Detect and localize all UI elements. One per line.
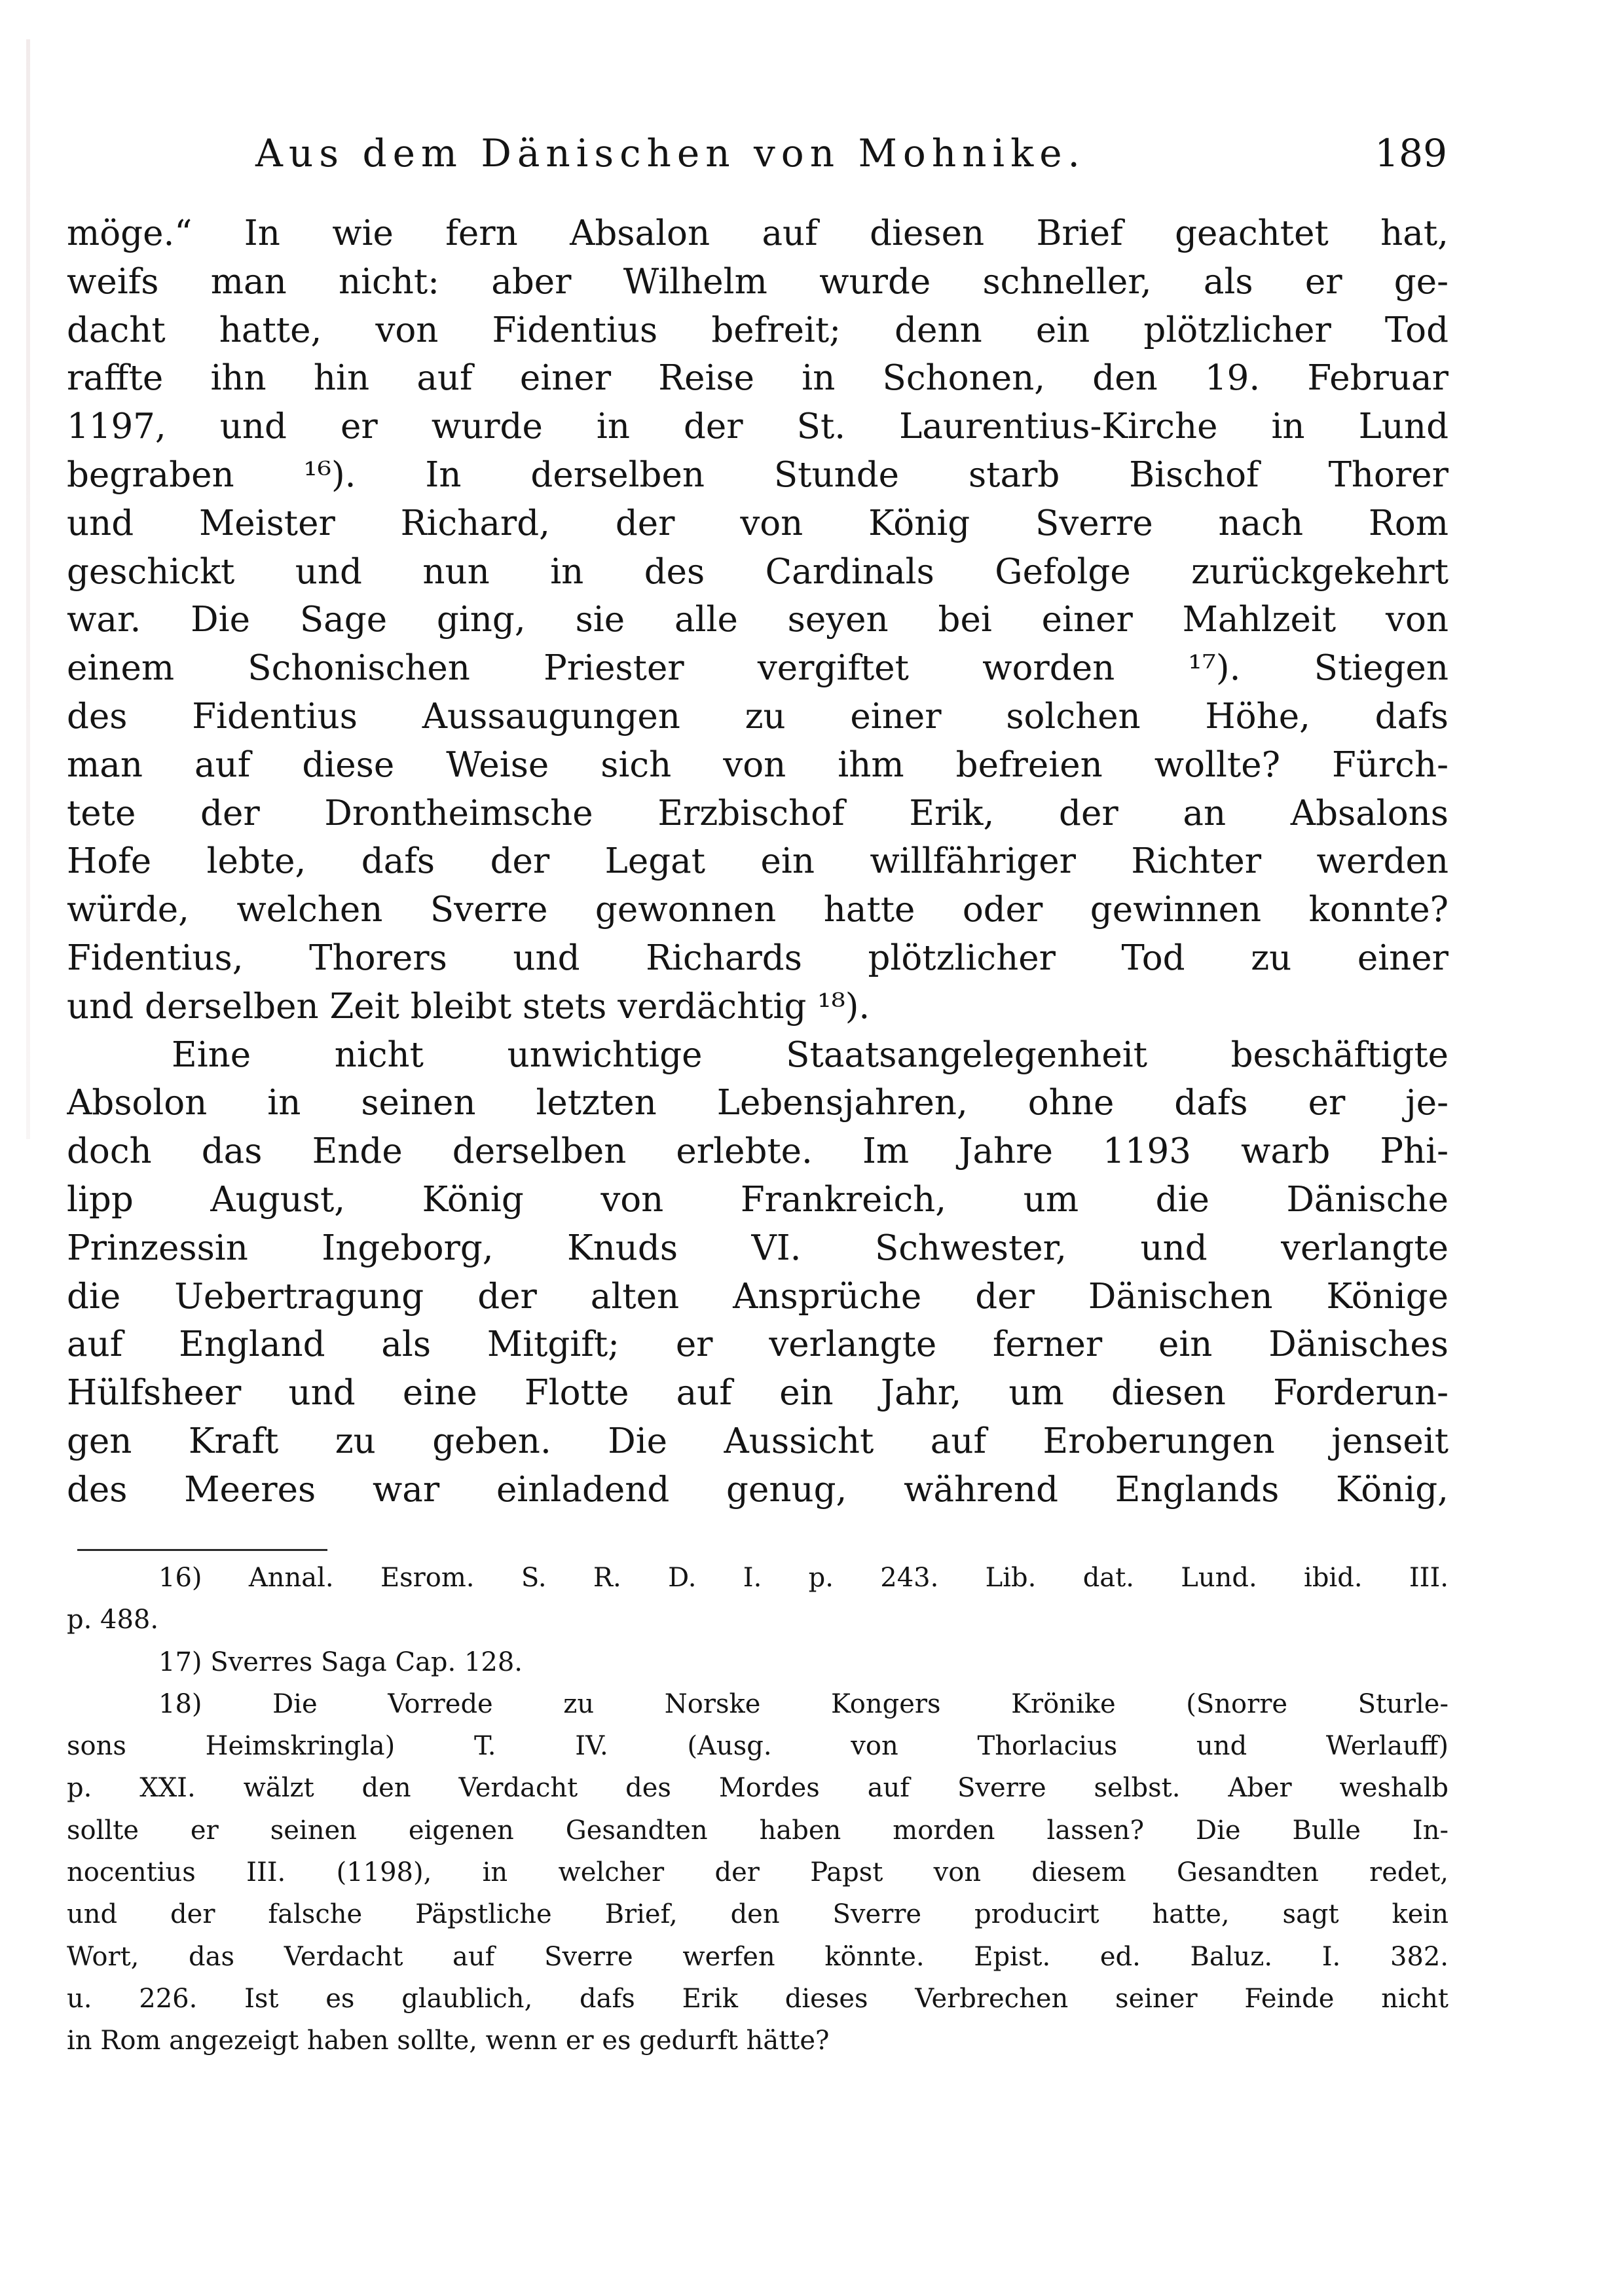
text-line: auf England als Mitgift; er verlangte ferner ein Dänisches	[67, 1324, 1449, 1365]
page-edge-shadow	[26, 39, 30, 1139]
text-line: dacht hatte, von Fidentius befreit; denn ein plötzlicher Tod	[67, 310, 1449, 350]
text-line: möge.“ In wie fern Absalon auf diesen Brief geachtet hat,	[67, 213, 1449, 253]
text-line: lipp August, König von Frankreich, um die Dänische	[67, 1179, 1449, 1220]
text-line: doch das Ende derselben erlebte. Im Jahre 1193 warb Phi-	[67, 1131, 1449, 1172]
text-line: einem Schonischen Priester vergiftet worden ¹⁷). Stiegen	[67, 648, 1449, 689]
footnote-line: 17) Sverres Saga Cap. 128.	[158, 1647, 523, 1677]
text-line: die Uebertragung der alten Ansprüche der Dänischen Könige	[67, 1276, 1449, 1317]
text-line: gen Kraft zu geben. Die Aussicht auf Eroberungen jenseit	[67, 1421, 1449, 1461]
text-line: tete der Drontheimsche Erzbischof Erik, der an Absalons	[67, 793, 1449, 833]
footnote-line: u. 226. Ist es glaublich, dafs Erik dieses Verbrechen seiner Feinde nicht	[67, 1983, 1449, 2014]
footnote-separator	[77, 1549, 327, 1551]
footnote-line: p. XXI. wälzt den Verdacht des Mordes auf Sverre selbst. Aber weshalb	[67, 1773, 1449, 1804]
text-line: Hofe lebte, dafs der Legat ein willfähriger Richter werden	[67, 841, 1449, 882]
text-line: 1197, und er wurde in der St. Laurentius-Kirche in Lund	[67, 407, 1449, 447]
text-line: des Meeres war einladend genug, während Englands König,	[67, 1469, 1449, 1510]
text-line: begraben ¹⁶). In derselben Stunde starb Bischof Thorer	[67, 454, 1449, 495]
footnote-line: sons Heimskringla) T. IV. (Ausg. von Thorlacius und Werlauff)	[67, 1731, 1449, 1762]
running-title: Aus dem Dänischen von Mohnike.	[255, 131, 1086, 175]
footnote-line: 16) Annal. Esrom. S. R. D. I. p. 243. Lib. dat. Lund. ibid. III.	[158, 1563, 1449, 1593]
page-number: 189	[1375, 131, 1447, 175]
text-line: Fidentius, Thorers und Richards plötzlicher Tod zu einer	[67, 938, 1449, 978]
text-line: würde, welchen Sverre gewonnen hatte oder gewinnen konnte?	[67, 890, 1449, 930]
text-line: und derselben Zeit bleibt stets verdächtig ¹⁸).	[67, 986, 870, 1027]
footnote-line: nocentius III. (1198), in welcher der Papst von diesem Gesandten redet,	[67, 1857, 1449, 1888]
text-line: geschickt und nun in des Cardinals Gefolge zurückgekehrt	[67, 551, 1449, 592]
text-line: Hülfsheer und eine Flotte auf ein Jahr, um diesen Forderun-	[67, 1373, 1449, 1413]
main-text	[67, 210, 1449, 1514]
text-line: des Fidentius Aussaugungen zu einer solchen Höhe, dafs	[67, 696, 1449, 737]
text-line: Prinzessin Ingeborg, Knuds VI. Schwester, und verlangte	[67, 1228, 1449, 1268]
text-line: und Meister Richard, der von König Sverre nach Rom	[67, 503, 1449, 543]
text-line: Eine nicht unwichtige Staatsangelegenheit beschäftigte	[172, 1034, 1449, 1075]
page-header	[255, 131, 1447, 183]
text-line: raffte ihn hin auf einer Reise in Schonen, den 19. Februar	[67, 358, 1449, 399]
footnote-line: in Rom angezeigt haben sollte, wenn er es gedurft hätte?	[67, 2026, 830, 2056]
footnotes	[67, 1557, 1449, 2062]
text-line: Absolon in seinen letzten Lebensjahren, ohne dafs er je-	[67, 1083, 1449, 1123]
text-line: man auf diese Weise sich von ihm befreien wollte? Fürch-	[67, 744, 1449, 785]
text-line: war. Die Sage ging, sie alle seyen bei einer Mahlzeit von	[67, 600, 1449, 640]
footnote-line: und der falsche Päpstliche Brief, den Sverre producirt hatte, sagt kein	[67, 1899, 1449, 1930]
text-line: weifs man nicht: aber Wilhelm wurde schneller, als er ge-	[67, 261, 1449, 302]
footnote-line: p. 488.	[67, 1605, 159, 1635]
footnote-line: sollte er seinen eigenen Gesandten haben morden lassen? Die Bulle In-	[67, 1815, 1449, 1846]
footnote-line: 18) Die Vorrede zu Norske Kongers Krönike (Snorre Sturle-	[158, 1688, 1449, 1719]
footnote-line: Wort, das Verdacht auf Sverre werfen könnte. Epist. ed. Baluz. I. 382.	[67, 1941, 1449, 1972]
